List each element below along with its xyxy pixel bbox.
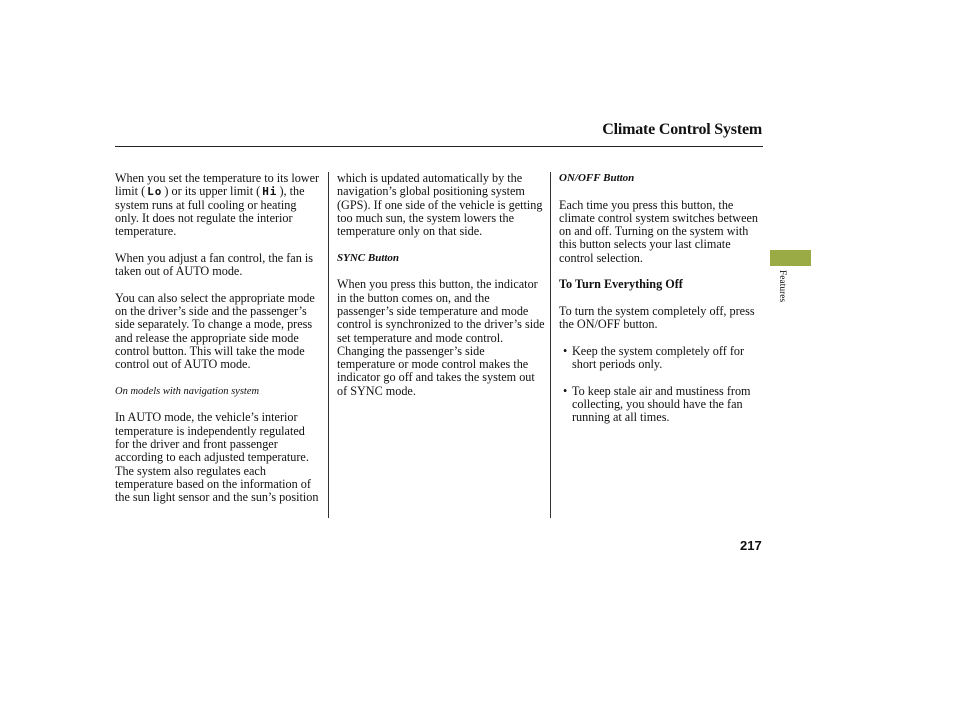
column-divider <box>550 172 551 518</box>
text-segment: ) or its upper limit ( <box>164 184 261 199</box>
title-rule <box>115 146 763 147</box>
bullet-icon: • <box>563 383 568 398</box>
paragraph-temperature-limits <box>115 172 320 238</box>
paragraph-onoff: Each time you press this button, the climate control system switches between on and off. Turning on the system with this button selects your last climate control selection. <box>559 197 759 265</box>
column-1 <box>115 172 320 518</box>
list-item-text: To keep stale air and mustiness from collecting, you should have the fan running at all times. <box>572 383 751 425</box>
lo-display-symbol: Lo <box>147 185 163 199</box>
section-label: Features <box>777 270 787 303</box>
text-segment: When you set the temperature to its lower limit ( <box>115 171 320 199</box>
list-item <box>559 345 764 372</box>
list-item <box>559 385 764 425</box>
paragraph-auto-mode: In AUTO mode, the vehicle’s interior temperature is independently regulated for the driver and front passenger according to each adjusted temperature. The system also regulates each temperature based on the information of the sun light sensor and the sun’s position <box>115 410 319 505</box>
column-3 <box>559 172 764 438</box>
paragraph-turn-off: To turn the system completely off, press the ON/OFF button. <box>559 303 755 332</box>
bullet-icon: • <box>563 343 568 358</box>
turn-off-heading: To Turn Everything Off <box>559 277 683 292</box>
section-tab <box>770 250 811 266</box>
paragraph-mode-select: You can also select the appropriate mode on the driver’s side and the passenger’s side separately. To change a mode, press and release the appropriate side mode control button. This will take the mode control out of AUTO mode. <box>115 290 315 372</box>
navigation-note: On models with navigation system <box>115 385 260 397</box>
paragraph-sync: When you press this button, the indicator in the button comes on, and the passenger’s side temperature and mode control is synchronized to the driver’s side set temperature and mode control. Changing the passenger’s side temperature or mode control makes the indicator go off and takes the system out of SYNC mode. <box>337 277 545 398</box>
paragraph-fan-control: When you adjust a fan control, the fan is taken out of AUTO mode. <box>115 250 313 279</box>
page-number: 217 <box>740 538 762 553</box>
column-2 <box>337 172 545 411</box>
onoff-button-heading: ON/OFF Button <box>559 172 635 184</box>
text-segment: ), the system runs at full cooling or heating only. It does not regulate the interior temperature. <box>115 184 305 239</box>
list-item-text: Keep the system completely off for short periods only. <box>572 343 745 372</box>
sync-button-heading: SYNC Button <box>337 251 400 264</box>
hi-display-symbol: Hi <box>262 185 278 199</box>
paragraph-gps: which is updated automatically by the navigation’s global positioning system (GPS). If one side of the vehicle is getting too much sun, the system lowers the temperature only on that side. <box>337 171 543 239</box>
page-title: Climate Control System <box>602 121 762 138</box>
column-divider <box>328 172 329 518</box>
